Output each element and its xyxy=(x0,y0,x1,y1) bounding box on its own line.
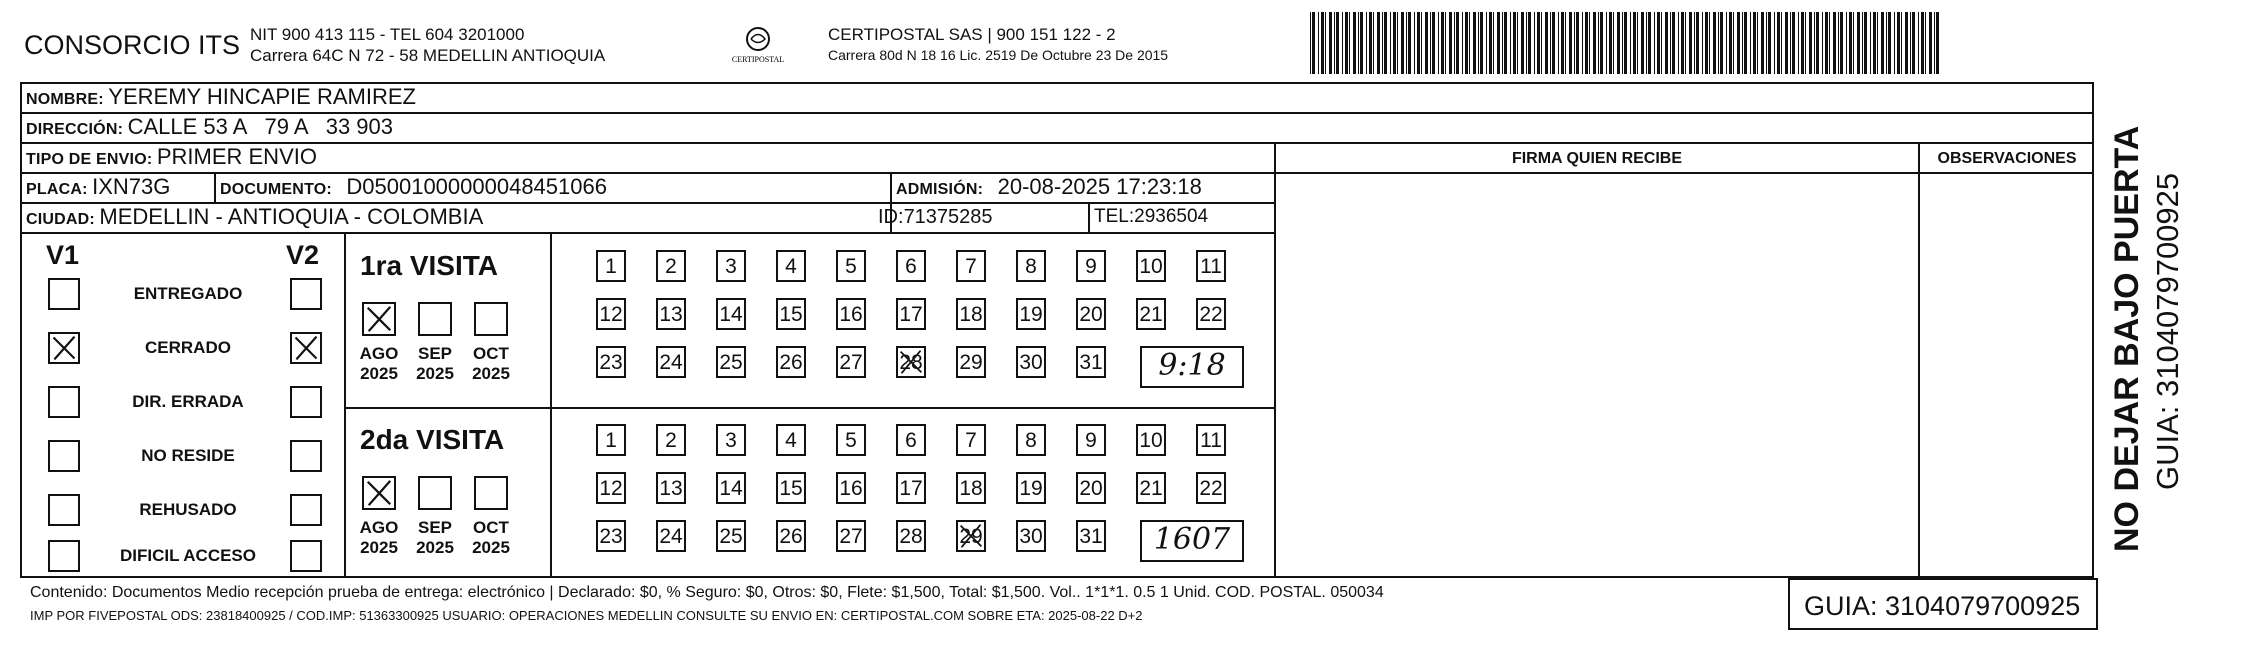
month-label xyxy=(466,518,516,558)
day-box[interactable]: 18 xyxy=(956,472,986,504)
month-label xyxy=(354,344,404,384)
day-box[interactable]: 31 xyxy=(1076,346,1106,378)
month-name: AGO xyxy=(359,518,399,537)
status-label: CERRADO xyxy=(145,338,231,357)
side-guia: GUIA: 3104079700925 xyxy=(2150,172,2185,490)
status-v1-checkbox[interactable] xyxy=(48,278,80,310)
day-box[interactable]: 22 xyxy=(1196,298,1226,330)
status-v2-checkbox[interactable] xyxy=(290,494,322,526)
day-box[interactable]: 18 xyxy=(956,298,986,330)
month-checkbox[interactable] xyxy=(362,476,396,510)
day-box[interactable]: 27 xyxy=(836,520,866,552)
day-box[interactable]: 30 xyxy=(1016,346,1046,378)
day-box[interactable]: 8 xyxy=(1016,250,1046,282)
day-box[interactable]: 24 xyxy=(656,520,686,552)
status-label: ENTREGADO xyxy=(133,284,243,303)
day-box[interactable]: 29 xyxy=(956,520,986,552)
day-box[interactable]: 24 xyxy=(656,346,686,378)
day-box[interactable]: 16 xyxy=(836,298,866,330)
day-box[interactable]: 6 xyxy=(896,424,926,456)
svg-text:CERTIPOSTAL: CERTIPOSTAL xyxy=(731,55,785,64)
day-box[interactable]: 28 xyxy=(896,520,926,552)
month-year: 2025 xyxy=(472,364,510,383)
day-box[interactable]: 1 xyxy=(596,250,626,282)
day-box[interactable]: 2 xyxy=(656,250,686,282)
month-checkbox[interactable] xyxy=(418,476,452,510)
id-value: 71375285 xyxy=(903,206,993,228)
status-v1-checkbox[interactable] xyxy=(48,440,80,472)
documento-value: D05001000000048451066 xyxy=(346,174,607,199)
admision-row xyxy=(896,174,1202,200)
status-label: DIFICIL ACCESO xyxy=(119,546,256,565)
month-checkbox[interactable] xyxy=(474,302,508,336)
day-box[interactable]: 3 xyxy=(716,424,746,456)
placa-label: PLACA: xyxy=(26,181,88,198)
nombre-value: YEREMY HINCAPIE RAMIREZ xyxy=(108,84,416,109)
day-box[interactable]: 14 xyxy=(716,472,746,504)
day-box[interactable]: 17 xyxy=(896,298,926,330)
month-name: OCT xyxy=(473,518,509,537)
month-year: 2025 xyxy=(360,538,398,557)
day-box[interactable]: 23 xyxy=(596,346,626,378)
day-box[interactable]: 25 xyxy=(716,346,746,378)
month-checkbox[interactable] xyxy=(418,302,452,336)
day-box[interactable]: 4 xyxy=(776,250,806,282)
status-label: REHUSADO xyxy=(139,500,237,519)
tipo-row xyxy=(26,144,317,170)
ciudad-row xyxy=(26,204,483,230)
day-box[interactable]: 10 xyxy=(1136,424,1166,456)
tipo-label: TIPO DE ENVIO: xyxy=(26,151,153,168)
certipostal-address: Carrera 80d N 18 16 Lic. 2519 De Octubre 23 De 2015 xyxy=(828,47,1169,63)
side-warning: NO DEJAR BAJO PUERTA xyxy=(2108,125,2146,552)
visit-title: 2da VISITA xyxy=(360,424,505,455)
day-box[interactable]: 5 xyxy=(836,424,866,456)
month-label xyxy=(466,344,516,384)
day-box[interactable]: 4 xyxy=(776,424,806,456)
certipostal-name: CERTIPOSTAL SAS | 900 151 122 - 2 xyxy=(828,25,1116,44)
day-box[interactable]: 2 xyxy=(656,424,686,456)
company-nit: NIT 900 413 115 - TEL 604 3201000 xyxy=(250,25,525,44)
company-name: CONSORCIO ITS xyxy=(24,30,241,60)
month-name: AGO xyxy=(359,344,399,363)
tel-value: 2936504 xyxy=(1134,206,1209,227)
day-box[interactable]: 13 xyxy=(656,298,686,330)
day-box[interactable]: 28 xyxy=(896,346,926,378)
tel-label: TEL: xyxy=(1094,206,1135,227)
day-box[interactable]: 11 xyxy=(1196,424,1226,456)
day-box[interactable]: 20 xyxy=(1076,472,1106,504)
tel-row xyxy=(1094,206,1208,228)
v1-header: V1 xyxy=(46,240,80,270)
day-box[interactable]: 19 xyxy=(1016,298,1046,330)
admision-label: ADMISIÓN: xyxy=(896,181,984,198)
day-box[interactable]: 17 xyxy=(896,472,926,504)
barcode xyxy=(1310,12,1940,74)
day-box[interactable]: 9 xyxy=(1076,424,1106,456)
visit-hour-box[interactable]: 9:18 xyxy=(1140,346,1244,388)
status-v2-checkbox[interactable] xyxy=(290,278,322,310)
month-name: SEP xyxy=(417,518,453,537)
status-label: NO RESIDE xyxy=(141,446,235,465)
day-box[interactable]: 21 xyxy=(1136,472,1166,504)
company-address: Carrera 64C N 72 - 58 MEDELLIN ANTIOQUIA xyxy=(250,46,606,65)
day-box[interactable]: 1 xyxy=(596,424,626,456)
day-box[interactable]: 10 xyxy=(1136,250,1166,282)
month-name: OCT xyxy=(473,344,509,363)
day-box[interactable]: 7 xyxy=(956,250,986,282)
visit-title: 1ra VISITA xyxy=(360,250,498,281)
day-box[interactable]: 31 xyxy=(1076,520,1106,552)
status-label: DIR. ERRADA xyxy=(132,392,244,411)
visit-hour-box[interactable]: 1607 xyxy=(1140,520,1244,562)
observaciones-header: OBSERVACIONES xyxy=(1937,150,2077,167)
day-box[interactable]: 3 xyxy=(716,250,746,282)
placa-row xyxy=(26,174,170,200)
nombre-label: NOMBRE: xyxy=(26,91,104,108)
day-box[interactable]: 8 xyxy=(1016,424,1046,456)
day-box[interactable]: 19 xyxy=(1016,472,1046,504)
day-box[interactable]: 26 xyxy=(776,520,806,552)
day-box[interactable]: 30 xyxy=(1016,520,1046,552)
day-box[interactable]: 9 xyxy=(1076,250,1106,282)
admision-value: 20-08-2025 17:23:18 xyxy=(997,174,1202,199)
day-box[interactable]: 15 xyxy=(776,472,806,504)
month-name: SEP xyxy=(417,344,453,363)
company-info xyxy=(250,24,605,66)
status-v1-checkbox[interactable] xyxy=(48,386,80,418)
placa-value: IXN73G xyxy=(92,174,171,199)
day-box[interactable]: 23 xyxy=(596,520,626,552)
day-box[interactable]: 20 xyxy=(1076,298,1106,330)
status-v2-checkbox[interactable] xyxy=(290,440,322,472)
status-v2-checkbox[interactable] xyxy=(290,540,322,572)
day-box[interactable]: 12 xyxy=(596,298,626,330)
footer-guia: GUIA: 3104079700925 xyxy=(1788,578,2098,630)
month-checkbox[interactable] xyxy=(474,476,508,510)
imp-text: IMP POR FIVEPOSTAL ODS: 23818400925 / COD.IMP: 51363300925 USUARIO: OPERACIONES MEDELLIN CONSULTE SU ENVIO EN: CERTIPOSTAL.COM SOBRE ETA: 2025-08-22 D+2 xyxy=(30,608,1143,623)
documento-row xyxy=(220,174,607,200)
status-v1-checkbox[interactable] xyxy=(48,540,80,572)
month-year: 2025 xyxy=(472,538,510,557)
status-v1-checkbox[interactable] xyxy=(48,332,80,364)
contenido-text: Contenido: Documentos Medio recepción prueba de entrega: electrónico | Declarado: $0, % Seguro: $0, Otros: $0, Flete: $1,500, Total: $1,500. Vol.. 1*1*1. 0.5 1 Unid. COD. POSTAL. 050034 xyxy=(30,584,1384,601)
id-label: ID: xyxy=(878,206,904,228)
day-box[interactable]: 15 xyxy=(776,298,806,330)
month-label xyxy=(410,518,460,558)
day-box[interactable]: 6 xyxy=(896,250,926,282)
certipostal-info xyxy=(828,24,1168,66)
month-year: 2025 xyxy=(360,364,398,383)
status-v2-checkbox[interactable] xyxy=(290,386,322,418)
ciudad-value: MEDELLIN - ANTIOQUIA - COLOMBIA xyxy=(99,204,484,229)
ciudad-label: CIUDAD: xyxy=(26,211,95,228)
day-box[interactable]: 14 xyxy=(716,298,746,330)
day-box[interactable]: 5 xyxy=(836,250,866,282)
day-box[interactable]: 26 xyxy=(776,346,806,378)
month-year: 2025 xyxy=(416,364,454,383)
nombre-row xyxy=(26,84,416,110)
day-box[interactable]: 22 xyxy=(1196,472,1226,504)
day-box[interactable]: 12 xyxy=(596,472,626,504)
day-box[interactable]: 7 xyxy=(956,424,986,456)
day-box[interactable]: 29 xyxy=(956,346,986,378)
direccion-label: DIRECCIÓN: xyxy=(26,121,124,138)
tipo-value: PRIMER ENVIO xyxy=(156,144,317,169)
month-checkbox[interactable] xyxy=(362,302,396,336)
status-v2-checkbox[interactable] xyxy=(290,332,322,364)
day-box[interactable]: 11 xyxy=(1196,250,1226,282)
direccion-row xyxy=(26,114,393,140)
day-box[interactable]: 21 xyxy=(1136,298,1166,330)
month-label xyxy=(410,344,460,384)
v2-header: V2 xyxy=(286,240,320,270)
id-row xyxy=(878,206,993,229)
day-box[interactable]: 16 xyxy=(836,472,866,504)
day-box[interactable]: 25 xyxy=(716,520,746,552)
day-box[interactable]: 27 xyxy=(836,346,866,378)
day-box[interactable]: 13 xyxy=(656,472,686,504)
firma-header: FIRMA QUIEN RECIBE xyxy=(1511,150,1683,167)
month-year: 2025 xyxy=(416,538,454,557)
month-label xyxy=(354,518,404,558)
direccion-value: CALLE 53 A 79 A 33 903 xyxy=(127,114,394,139)
status-v1-checkbox[interactable] xyxy=(48,494,80,526)
certipostal-logo xyxy=(730,24,786,72)
documento-label: DOCUMENTO: xyxy=(220,181,332,198)
